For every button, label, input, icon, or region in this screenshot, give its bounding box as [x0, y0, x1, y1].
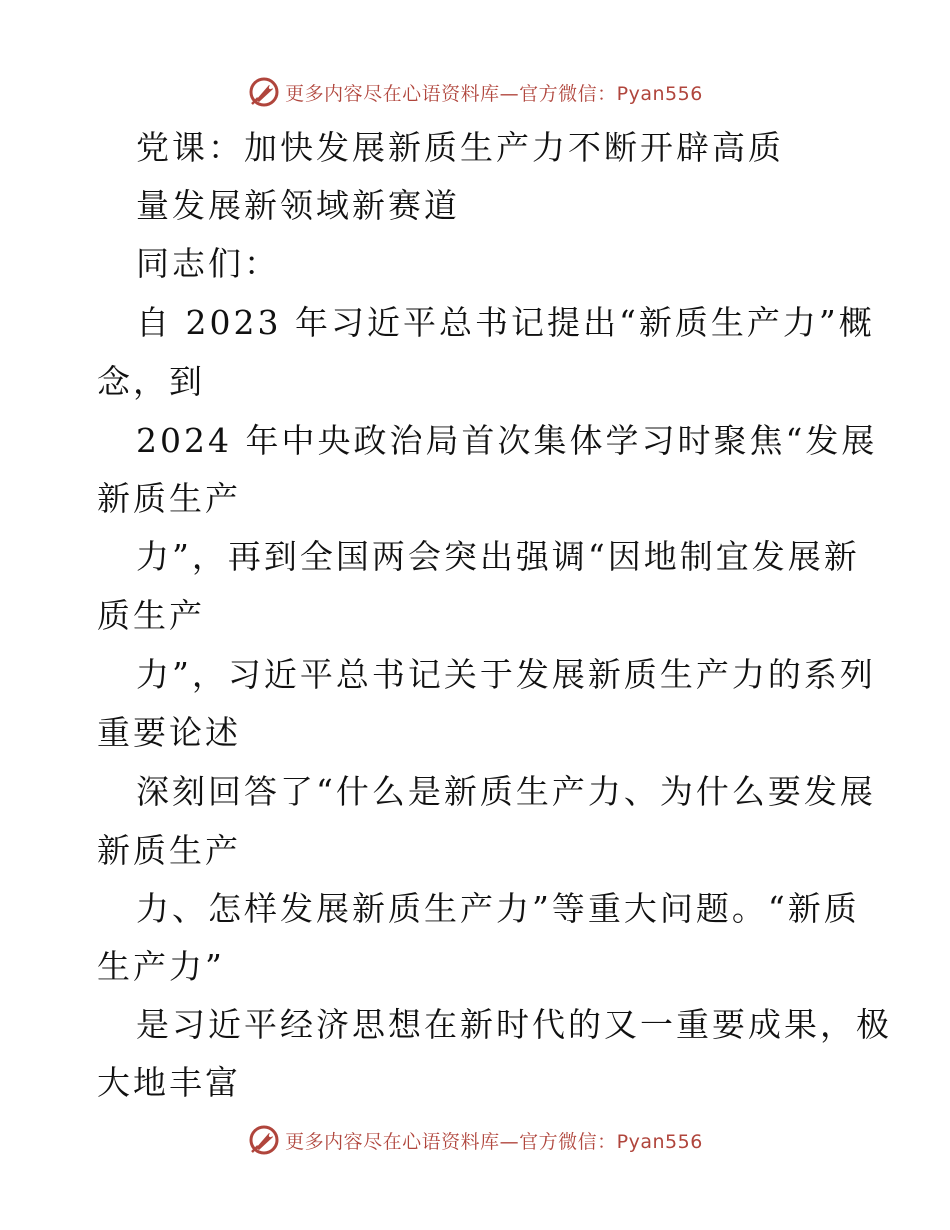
footer-banner-text: 更多内容尽在心语资料库—官方微信：Pyan556 [285, 1130, 703, 1153]
body-line: 重要论述 [97, 713, 241, 752]
body-line: 大地丰富 [97, 1063, 241, 1102]
body-line: 念，到 [97, 362, 205, 401]
body-line: 力、怎样发展新质生产力”等重大问题。“新质 [136, 889, 860, 928]
body-line: 自 2023 年习近平总书记提出“新质生产力”概 [136, 303, 875, 342]
header-banner-text: 更多内容尽在心语资料库—官方微信：Pyan556 [285, 82, 703, 105]
body-line: 质生产 [97, 596, 205, 635]
body-line: 深刻回答了“什么是新质生产力、为什么要发展 [136, 772, 876, 811]
salutation: 同志们： [136, 244, 280, 283]
body-line: 新质生产 [97, 831, 241, 870]
document-title-line-2: 量发展新领域新赛道 [136, 186, 460, 225]
body-line: 2024 年中央政治局首次集体学习时聚焦“发展 [136, 421, 878, 460]
body-line: 生产力” [97, 947, 225, 986]
body-line: 力”，再到全国两会突出强调“因地制宜发展新 [136, 537, 860, 576]
footer-banner [0, 1120, 950, 1160]
body-line: 新质生产 [97, 479, 241, 518]
body-line: 力”，习近平总书记关于发展新质生产力的系列 [136, 655, 876, 694]
pen-nib-logo-icon [247, 1123, 281, 1157]
document-title-line-1: 党课：加快发展新质生产力不断开辟高质 [136, 128, 784, 167]
body-line: 是习近平经济思想在新时代的又一重要成果，极 [136, 1005, 892, 1044]
